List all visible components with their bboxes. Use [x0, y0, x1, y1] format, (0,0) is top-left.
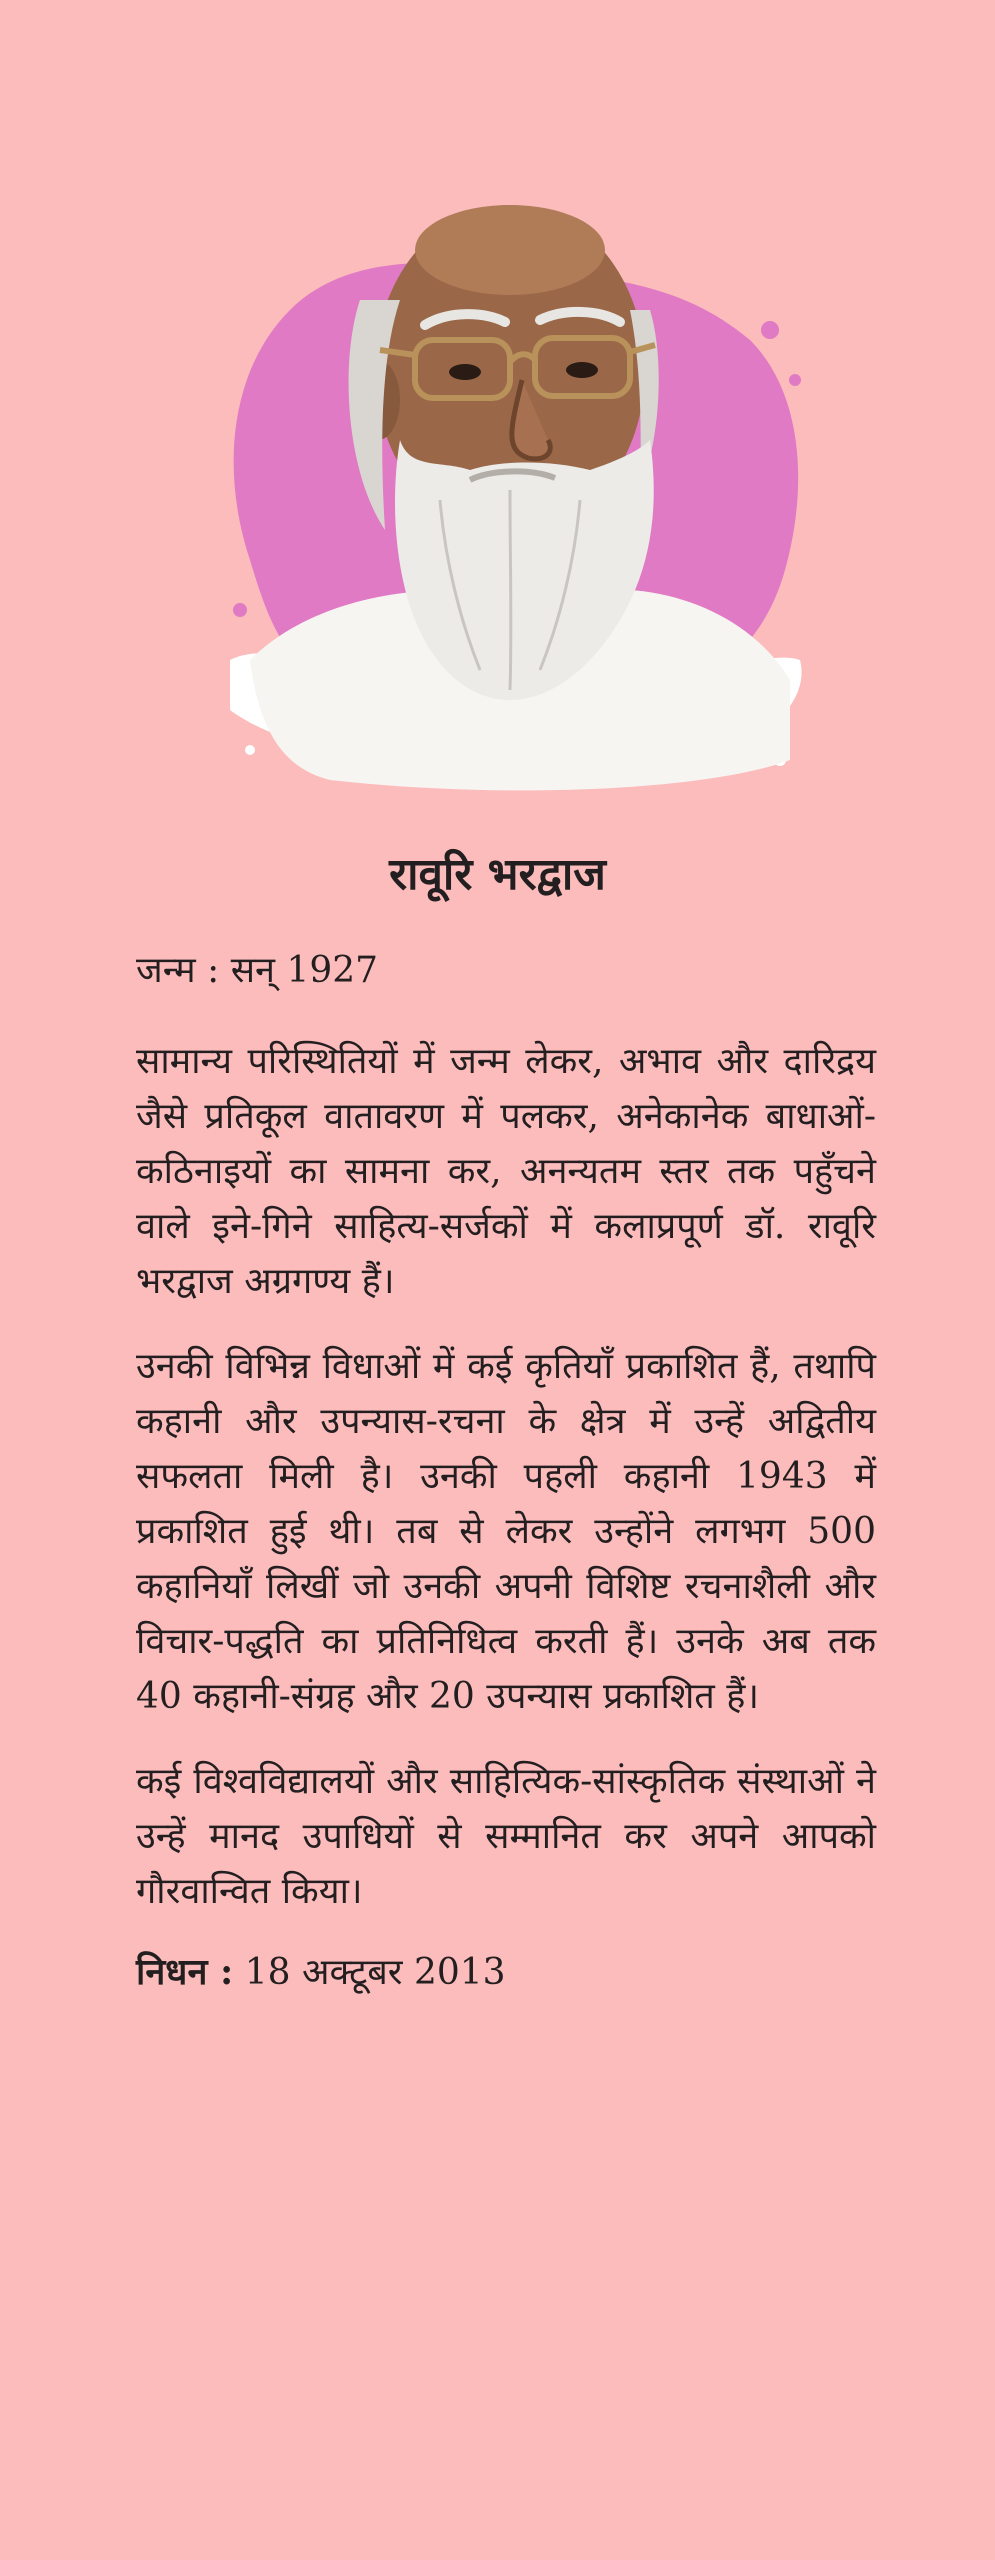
death-label: निधन : [136, 1951, 234, 1993]
author-name: रावूरि भरद्वाज [389, 849, 606, 900]
death-line [136, 1949, 876, 1996]
bio-paragraph: कई विश्वविद्यालयों और साहित्यिक-सांस्कृतिक संस्थाओं ने उन्हें मानद उपाधियों से सम्मानित कर अपने आपको गौरवान्वित किया। [136, 1761, 876, 1912]
bio-paragraph: सामान्य परिस्थितियों में जन्म लेकर, अभाव और दारिद्रय जैसे प्रतिकूल वातावरण में पलकर, अनेकानेक बाधाओं-कठिनाइयों का सामना कर, अनन्यतम स्तर तक पहुँचने वाले इने-गिने साहित्य-सर्जकों में कलाप्रपूर्ण डॉ. रावूरि भरद्वाज अग्रगण्य हैं। [136, 1041, 876, 1302]
death-date: 18 अक्टूबर 2013 [244, 1952, 506, 1993]
author-bio [136, 948, 876, 1996]
author-portrait [210, 140, 810, 800]
birth-line: जन्म : सन् 1927 [136, 950, 379, 991]
bio-paragraph: उनकी विभिन्न विधाओं में कई कृतियाँ प्रकाशित हैं, तथापि कहानी और उपन्यास-रचना के क्षेत्र में उन्हें अद्वितीय सफलता मिली है। उनकी पहली कहानी 1943 में प्रकाशित हुई थी। तब से लेकर उन्होंने लगभग 500 कहानियाँ लिखीं जो उनकी अपनी विशिष्ट रचनाशैली और विचार-पद्धति का प्रतिनिधित्व करती हैं। उनके अब तक 40 कहानी-संग्रह और 20 उपन्यास प्रकाशित हैं। [136, 1346, 876, 1717]
